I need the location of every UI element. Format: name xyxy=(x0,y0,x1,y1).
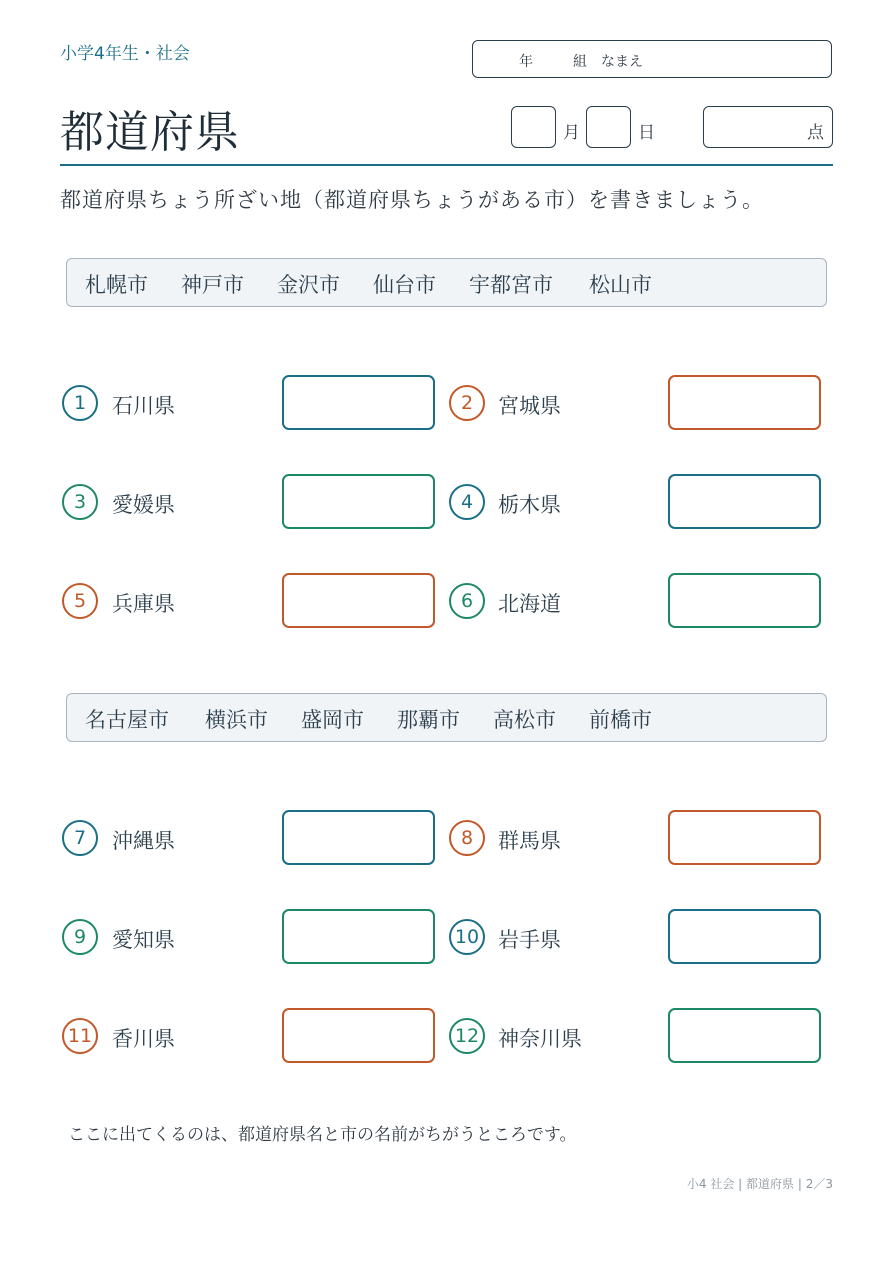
word-bank-2 xyxy=(66,693,827,742)
question-number: 11 xyxy=(62,1018,98,1054)
score-box[interactable] xyxy=(703,106,833,148)
answer-box[interactable] xyxy=(668,375,821,430)
class-label: 組 xyxy=(573,54,587,70)
bank-word: 松山市 xyxy=(589,273,652,297)
page-footer: 小4 社会 | 都道府県 | 2／3 xyxy=(686,1177,833,1191)
prefecture-label: 岩手県 xyxy=(498,928,561,952)
bank-word: 那覇市 xyxy=(397,708,460,732)
bank-word: 神戸市 xyxy=(181,273,244,297)
question-number: 2 xyxy=(449,385,485,421)
name-label: なまえ xyxy=(601,54,643,70)
grade-subject: 小学4年生・社会 xyxy=(60,44,190,64)
question-number: 8 xyxy=(449,820,485,856)
answer-box[interactable] xyxy=(668,573,821,628)
bank-word: 横浜市 xyxy=(205,708,268,732)
prefecture-label: 宮城県 xyxy=(498,394,561,418)
prefecture-label: 香川県 xyxy=(112,1027,175,1051)
score-label: 点 xyxy=(807,123,824,143)
prefecture-label: 群馬県 xyxy=(498,829,561,853)
prefecture-label: 石川県 xyxy=(112,394,175,418)
header-divider xyxy=(60,164,833,166)
bank-word: 宇都宮市 xyxy=(469,273,553,297)
day-input[interactable] xyxy=(586,106,631,148)
prefecture-label: 栃木県 xyxy=(498,493,561,517)
question-number: 7 xyxy=(62,820,98,856)
instruction-text: 都道府県ちょう所ざい地（都道府県ちょうがある市）を書きましょう。 xyxy=(60,188,764,212)
page-title: 都道府県 xyxy=(60,107,240,158)
answer-box[interactable] xyxy=(668,1008,821,1063)
bank-word: 仙台市 xyxy=(373,273,436,297)
prefecture-label: 神奈川県 xyxy=(498,1027,582,1051)
bank-word: 前橋市 xyxy=(589,708,652,732)
question-number: 6 xyxy=(449,583,485,619)
question-number: 10 xyxy=(449,919,485,955)
answer-box[interactable] xyxy=(282,909,435,964)
name-box[interactable] xyxy=(472,40,832,78)
month-input[interactable] xyxy=(511,106,556,148)
answer-box[interactable] xyxy=(282,573,435,628)
note-text: ここに出てくるのは、都道府県名と市の名前がちがうところです。 xyxy=(68,1125,577,1145)
prefecture-label: 沖縄県 xyxy=(112,829,175,853)
answer-box[interactable] xyxy=(282,375,435,430)
bank-word: 高松市 xyxy=(493,708,556,732)
question-number: 4 xyxy=(449,484,485,520)
month-label: 月 xyxy=(563,123,580,143)
question-number: 5 xyxy=(62,583,98,619)
question-number: 12 xyxy=(449,1018,485,1054)
bank-word: 札幌市 xyxy=(85,273,148,297)
prefecture-label: 愛媛県 xyxy=(112,493,175,517)
word-bank-1 xyxy=(66,258,827,307)
prefecture-label: 愛知県 xyxy=(112,928,175,952)
answer-box[interactable] xyxy=(668,909,821,964)
question-number: 3 xyxy=(62,484,98,520)
bank-word: 盛岡市 xyxy=(301,708,364,732)
prefecture-label: 兵庫県 xyxy=(112,592,175,616)
prefecture-label: 北海道 xyxy=(498,592,561,616)
bank-word: 名古屋市 xyxy=(85,708,169,732)
answer-box[interactable] xyxy=(668,474,821,529)
year-label: 年 xyxy=(519,54,533,70)
bank-word: 金沢市 xyxy=(277,273,340,297)
day-label: 日 xyxy=(638,123,655,143)
question-number: 1 xyxy=(62,385,98,421)
answer-box[interactable] xyxy=(282,474,435,529)
question-number: 9 xyxy=(62,919,98,955)
answer-box[interactable] xyxy=(282,1008,435,1063)
answer-box[interactable] xyxy=(668,810,821,865)
answer-box[interactable] xyxy=(282,810,435,865)
